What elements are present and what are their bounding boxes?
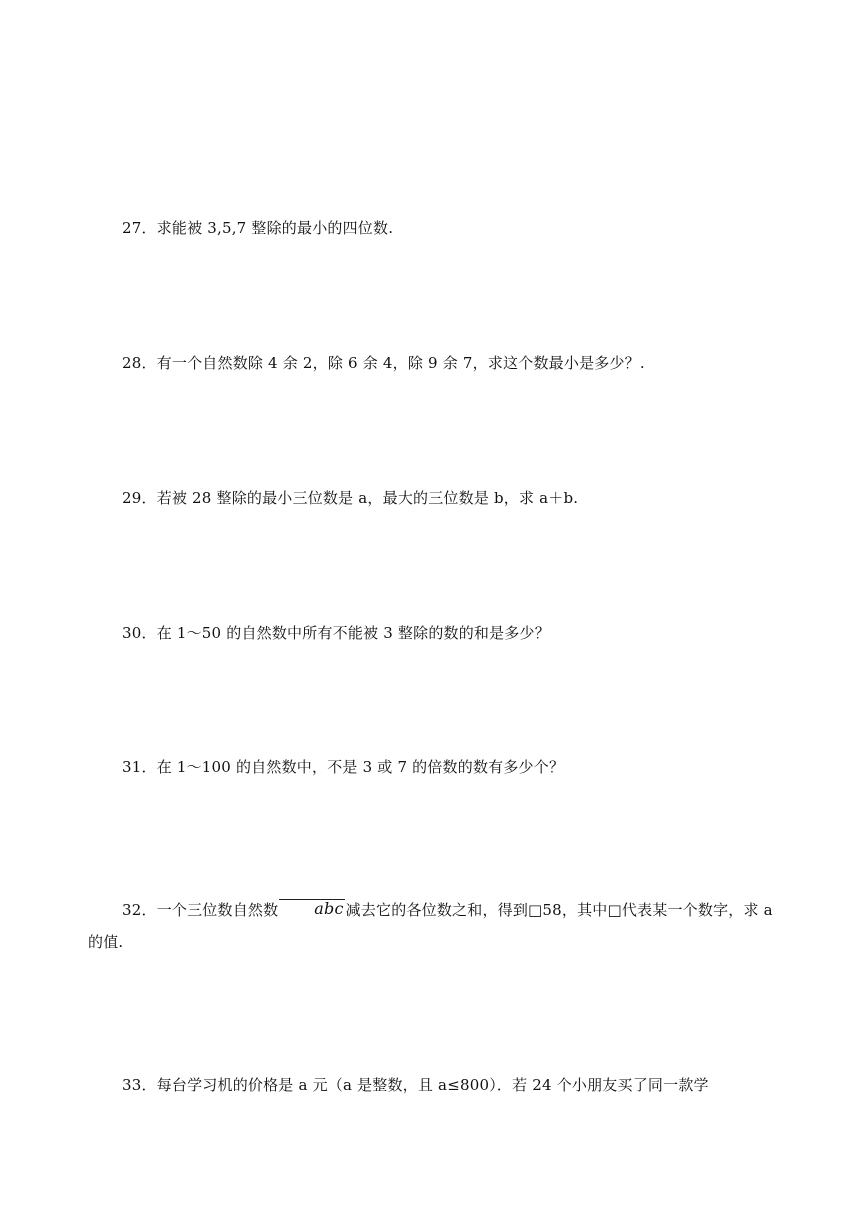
problem-number: 33． bbox=[122, 1076, 157, 1094]
overline-abc-math: abc bbox=[279, 899, 344, 917]
problem-text: 每台学习机的价格是 a 元（a 是整数，且 a≤800）．若 24 个小朋友买了同一款学 bbox=[156, 1076, 709, 1094]
problem-text: 有一个自然数除 4 余 2，除 6 余 4，除 9 余 7，求这个数最小是多少？. bbox=[156, 354, 645, 372]
problem-text: 在 1～100 的自然数中，不是 3 或 7 的倍数的数有多少个？ bbox=[156, 758, 565, 776]
problem-text-after: 减去它的各位数之和，得到□58，其中□代表某一个数字，求 a 的值. bbox=[88, 901, 773, 951]
problem-27 bbox=[88, 212, 788, 244]
problem-31 bbox=[88, 751, 788, 783]
problem-number: 32． bbox=[122, 901, 157, 919]
problem-32 bbox=[88, 894, 788, 958]
problem-text: 若被 28 整除的最小三位数是 a，最大的三位数是 b，求 a＋b. bbox=[156, 489, 579, 507]
problem-33 bbox=[88, 1069, 788, 1101]
problem-30 bbox=[88, 617, 788, 649]
problem-number: 29． bbox=[122, 489, 157, 507]
problem-number: 31． bbox=[122, 758, 157, 776]
problem-28 bbox=[88, 347, 788, 379]
problem-29 bbox=[88, 482, 788, 514]
problem-number: 27． bbox=[122, 219, 157, 237]
problem-number: 30． bbox=[122, 624, 157, 642]
problem-number: 28． bbox=[122, 354, 157, 372]
problem-text-before: 一个三位数自然数 bbox=[156, 901, 279, 919]
problem-text: 求能被 3,5,7 整除的最小的四位数. bbox=[156, 219, 394, 237]
problem-text: 在 1～50 的自然数中所有不能被 3 整除的数的和是多少？ bbox=[156, 624, 550, 642]
